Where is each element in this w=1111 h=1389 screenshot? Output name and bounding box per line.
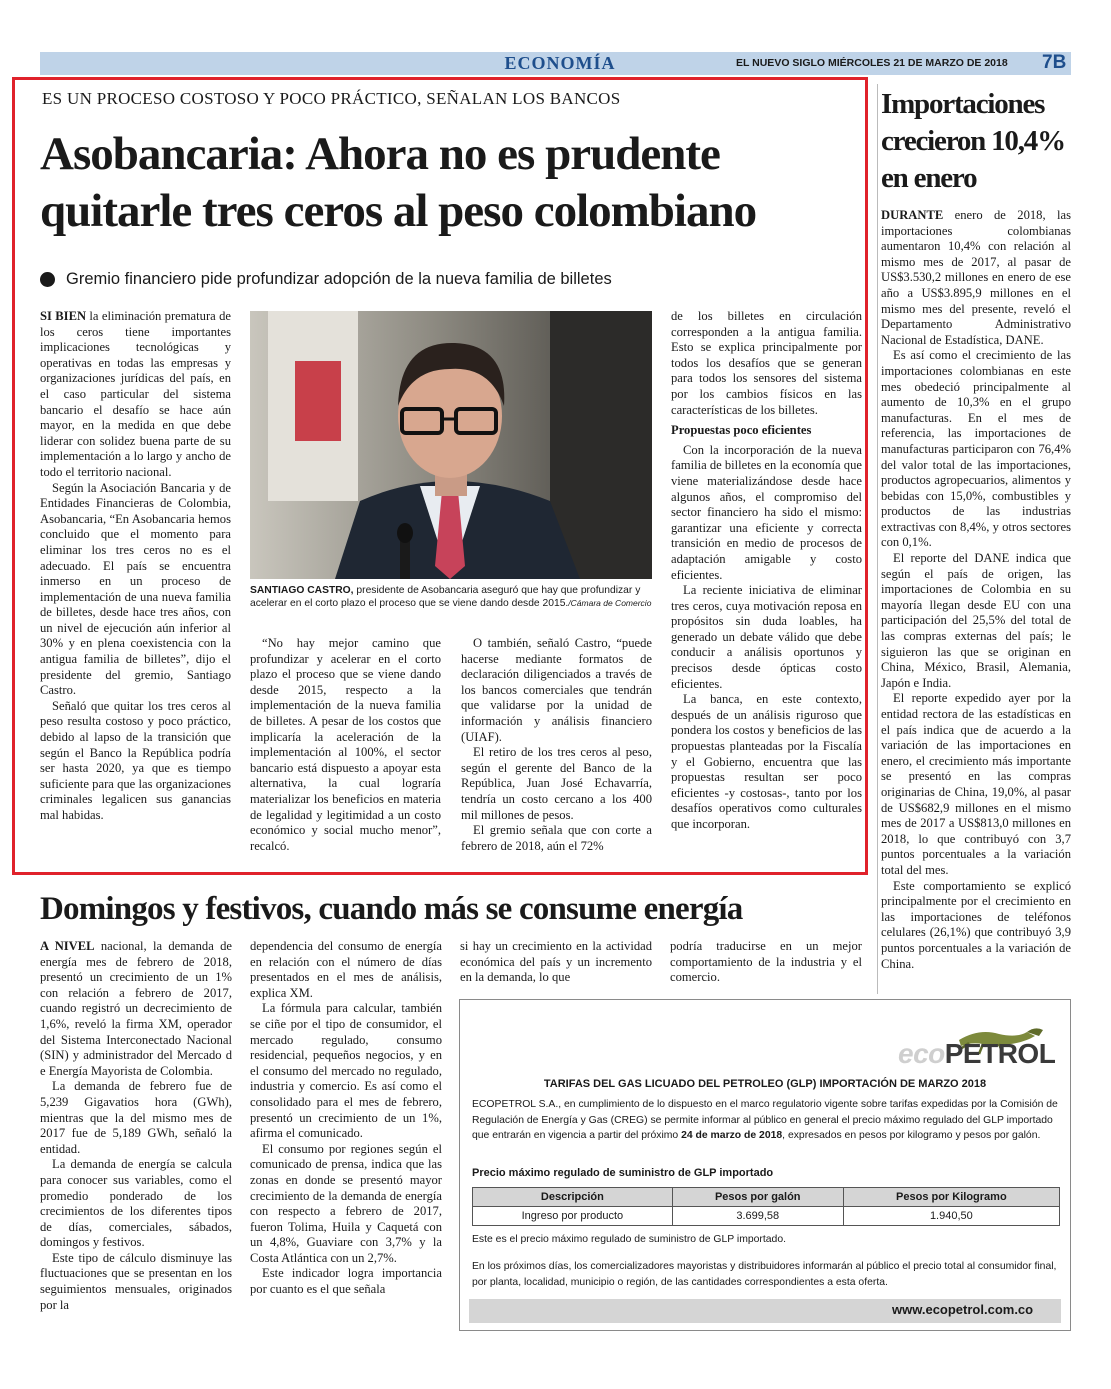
photo-caption: [250, 584, 652, 611]
table-cell: Ingreso por producto: [473, 1207, 673, 1226]
main-column-2: [250, 636, 441, 854]
paragraph: dependencia del consumo de energía en relación con el número de días presentados en el mes de análisis, explica XM.: [250, 939, 442, 1000]
paragraph: El consumo por regiones según el comunicado de prensa, indica que las zonas en donde se presentó mayor crecimiento de la demanda de energía con respecto a febrero de 2017, fueron Tolima, Huila y Caquetá con un 4,8%, Guaviare con 3,7% y la Costa Atlántica con un 2,7%.: [250, 1141, 442, 1265]
energy-column-1: [40, 939, 232, 1313]
lead-in: DURANTE: [881, 208, 944, 222]
lead-in: A NIVEL: [40, 939, 95, 953]
ad-intro-end: , expresados en pesos por kilogramo y pesos por galón.: [782, 1130, 1041, 1141]
paragraph: El reporte del DANE indica que según el país de origen, las importaciones de Colombia en su mayoría llegan desde EU con una participación del 25,5% del total de las compras externas del país; le siguieron las que se originan en China, México, Brasil, Alemania, Japón e India.: [881, 551, 1071, 690]
paragraph: [40, 309, 231, 481]
paragraph-text: nacional, la demanda de energía mes de febrero de 2018, presentó un crecimiento de un 1% con relación a febrero de 2017, cuando registró un decrecimiento de 1,6%, reveló la firma XM, operador del Sistema Interconectado Nacional (SIN) y administrador del Mercado d e Energía Mayorista de Colombia.: [40, 939, 232, 1078]
paragraph: Según la Asociación Bancaria y de Entidades Financieras de Colombia, Asobancaria, “En Asobancaria hemos concluido que el momento para eliminar los tres ceros no es el adecuado. El país se encuentra inmerso en un proceso de implementación de una nueva familia de billetes, desde hace tres años, con un nivel de ejecución aún inferior al 30% y en plena coexistencia con la antigua familia de billetes”, dijo el presidente del gremio, Santiago Castro.: [40, 480, 231, 698]
ad-intro-text: ECOPETROL S.A., en cumplimiento de lo dispuesto en el marco regulatorio vigente sobre tarifas expedidas por la Comisión de Regulación de Energía y Gas (CREG) se permite informar al público en general el precio máximo regulado del GLP importado que entrarán en vigencia a partir del próximo: [472, 1099, 1058, 1141]
section-subhead: Propuestas poco eficientes: [671, 423, 812, 438]
photo-credit: /Cámara de Comercio: [568, 598, 652, 609]
ad-intro: [472, 1097, 1060, 1144]
main-headline: Asobancaria: Ahora no es prudente quitarle tres ceros al peso colombiano: [40, 128, 757, 237]
ad-url-link[interactable]: www.ecopetrol.com.co: [892, 1302, 1034, 1317]
portrait-photo: [250, 311, 652, 579]
logo-petrol: PETROL: [944, 1038, 1056, 1069]
paragraph: La demanda de energía se calcula para conocer sus variables, como el promedio ponderado de los crecimientos de los diferentes tipos de días, comerciales, sábados, domingos y festivos.: [40, 1157, 232, 1250]
dateline: EL NUEVO SIGLO MIÉRCOLES 21 DE MARZO DE 2018: [736, 57, 1008, 69]
logo-eco: eco: [898, 1038, 945, 1069]
ad-table-title: Precio máximo regulado de suministro de GLP importado: [472, 1167, 774, 1179]
paragraph: Con la incorporación de la nueva familia de billetes en la economía que viene materializándose desde hace algunos años, el compromiso del sector financiero ha sido el mismo: garantizar una eficiente y correcta transición en medio de procesos de adaptación amigable y costo eficientes.: [671, 442, 862, 582]
paragraph: “No hay mejor camino que profundizar y acelerar en el corto plazo el proceso que se viene dando desde 2015, respecto a la implementación de la nueva familia de billetes. A pesar de los costos que implicaría la aceleración de la implementación al 100%, el sector bancario está dispuesto a apoyar esta alternativa, la cual lograría materializar los beneficios en materia de legalidad y legitimidad a un costo económico y social mucho menor”, recalcó.: [250, 636, 441, 853]
main-subhead: Gremio financiero pide profundizar adopción de la nueva familia de billetes: [66, 270, 612, 288]
table-header-row: [473, 1188, 1060, 1207]
main-column-4: [671, 309, 862, 833]
table-cell: 3.699,58: [672, 1207, 843, 1226]
ecopetrol-logo: [898, 1038, 1055, 1070]
paragraph: Este indicador logra importancia por cuanto es el que señala: [250, 1266, 442, 1297]
section-label: ECONOMÍA: [504, 53, 616, 73]
paragraph: [40, 939, 232, 1079]
paragraph: O también, señaló Castro, “puede hacerse mediante formatos de declaración diligenciados a través de los bancos comerciales que tendrán que validarse por la unidad de información y análisis financiero (UIAF).: [461, 636, 652, 744]
paragraph-text: la eliminación prematura de los ceros tiene importantes implicaciones tecnológicas y operativas en todas las empresas y organizaciones jurídicas del país, en el caso particular del sistema bancario el desafío se hace aún mayor, en la medida en que debe liderar con solidez buena parte de su implementación a lo largo y ancho de todo el territorio nacional.: [40, 309, 231, 479]
paragraph: Este comportamiento se explicó principalmente por el crecimiento en las importaciones de teléfonos celulares (26,1%) que contribuyó 3,9 puntos porcentuales a la variación de China.: [881, 878, 1071, 971]
ad-intro-date: 24 de marzo de 2018: [681, 1130, 783, 1141]
paragraph: El retiro de los tres ceros al peso, según el gerente del Banco de la República, Juan José Echavarría, tendría un costo cercano a los 400 mil millones de pesos.: [461, 745, 652, 822]
paragraph: si hay un crecimiento en la actividad económica del país y un incremento en la demanda, lo que: [460, 939, 652, 985]
page-number: 7B: [1042, 52, 1067, 73]
caption-text: presidente de Asobancaria aseguró que hay que profundizar y acelerar en el corto plazo el proceso que se viene dando desde 2015.: [250, 585, 641, 610]
energy-column-4: [670, 939, 862, 986]
paragraph: [881, 208, 1071, 348]
ad-note: Este es el precio máximo regulado de suministro de GLP importado.: [472, 1234, 786, 1245]
caption-name: SANTIAGO CASTRO,: [250, 585, 354, 596]
energy-column-2: [250, 939, 442, 1298]
paragraph: Este tipo de cálculo disminuye las fluctuaciones que se presentan en los seguimientos mensuales, originados por la: [40, 1250, 232, 1312]
bullet-icon: [40, 272, 55, 287]
ad-final: En los próximos días, los comercializadores mayoristas y distribuidores informarán al público el precio total al consumidor final, por planta, localidad, municipio o región, de las cantidades correspondientes a esta oferta.: [472, 1261, 1057, 1288]
price-table: [472, 1187, 1060, 1226]
ad-title: TARIFAS DEL GAS LICUADO DEL PETROLEO (GLP) IMPORTACIÓN DE MARZO 2018: [543, 1078, 987, 1090]
paragraph: El gremio señala que con corte a febrero de 2018, aún el 72%: [461, 823, 652, 853]
paragraph: Es así como el crecimiento de las importaciones colombianas en este mes obedeció principalmente al aumento de 10,3% en el grupo manufacturas. En el mes de referencia, las importaciones de manufacturas participaron con 76,4% del valor total de las importaciones, productos agropecuarios, alimentos y bebidas con 15,0%, combustibles y productos de las industrias extractivas con 8,4%, y otros sectores con 0,1%.: [881, 348, 1071, 550]
sidebar-headline: Importaciones crecieron 10,4% en enero: [881, 88, 1065, 194]
paragraph: La banca, en este contexto, después de un análisis riguroso que pondera los costos y beneficios de las propuestas planteadas por la Fiscalía y el Gobierno, encuentra que las propuestas resultan ser poco eficientes -y costosas-, tanto por los desafíos operativos como culturales que incorporan.: [671, 692, 862, 831]
table-header: Pesos por galón: [672, 1188, 843, 1207]
main-kicker: ES UN PROCESO COSTOSO Y POCO PRÁCTICO, SEÑALAN LOS BANCOS: [42, 89, 621, 108]
paragraph: podría traducirse en un mejor comportamiento de la industria y el comercio.: [670, 939, 862, 985]
lead-in: SI BIEN: [40, 309, 87, 323]
table-row: [473, 1207, 1060, 1226]
table-header: Descripción: [473, 1188, 673, 1207]
paragraph: Señaló que quitar los tres ceros al peso resulta costoso y poco práctico, debido al lapso de la transición que según el Banco la República podría ser hasta 2020, ya que es tiempo suficiente para que las organizaciones criminales legalicen sus ganancias mal habidas.: [40, 698, 231, 822]
column-divider: [877, 84, 878, 994]
table-header: Pesos por Kilogramo: [843, 1188, 1059, 1207]
energy-headline: Domingos y festivos, cuando más se consume energía: [40, 891, 743, 927]
table-cell: 1.940,50: [843, 1207, 1059, 1226]
main-column-1: [40, 309, 231, 824]
paragraph-text: enero de 2018, las importaciones colombianas aumentaron 10,4% con relación al mismo mes de 2017, al pasar de US$3.530,2 millones en enero de ese año a US$3.895,9 millones en el mismo mes del presente, reveló el Departamento Administrativo Nacional de Estadística, DANE.: [881, 208, 1071, 347]
paragraph: La reciente iniciativa de eliminar tres ceros, cuya motivación reposa en propósitos sin duda loables, ha generado un debate válido que debe conducir a análisis oportunos y precisos desde ópticas costo eficientes.: [671, 583, 862, 691]
paragraph: de los billetes en circulación corresponden a la antigua familia. Esto se explica principalmente por todos los desafíos que se generan para todos los sensores del sistema por los cambios físicos en las características de los billetes.: [671, 309, 862, 417]
paragraph: El reporte expedido ayer por la entidad rectora de las estadísticas en el país indica que de acuerdo a la variación de las importaciones en enero, el crecimiento más importante se presentó en las compras originarias de China, 19,0%, al pasar de US$682,9 millones en el mismo mes de 2017 a US$813,0 millones en 2018, lo que contribuyó con 3,7 puntos porcentuales a la variación total del mes.: [881, 691, 1071, 877]
paragraph: La fórmula para calcular, también se ciñe por el tipo de consumidor, el mercado regulado, consumo residencial, pequeños negocios, y en el consumo del mercado no regulado, industria y comercio. Es así como el consolidado para el mes de febrero, presentó un crecimiento de un 1%, afirma el comunicado.: [250, 1001, 442, 1141]
sidebar-body: [881, 208, 1071, 972]
main-column-3: [461, 636, 652, 854]
energy-column-3: [460, 939, 652, 986]
paragraph: La demanda de febrero fue de 5,239 Gigavatios hora (GWh), mientras que la del mismo mes de 2017 fue de 5,189 GWh, señaló la entidad.: [40, 1079, 232, 1156]
